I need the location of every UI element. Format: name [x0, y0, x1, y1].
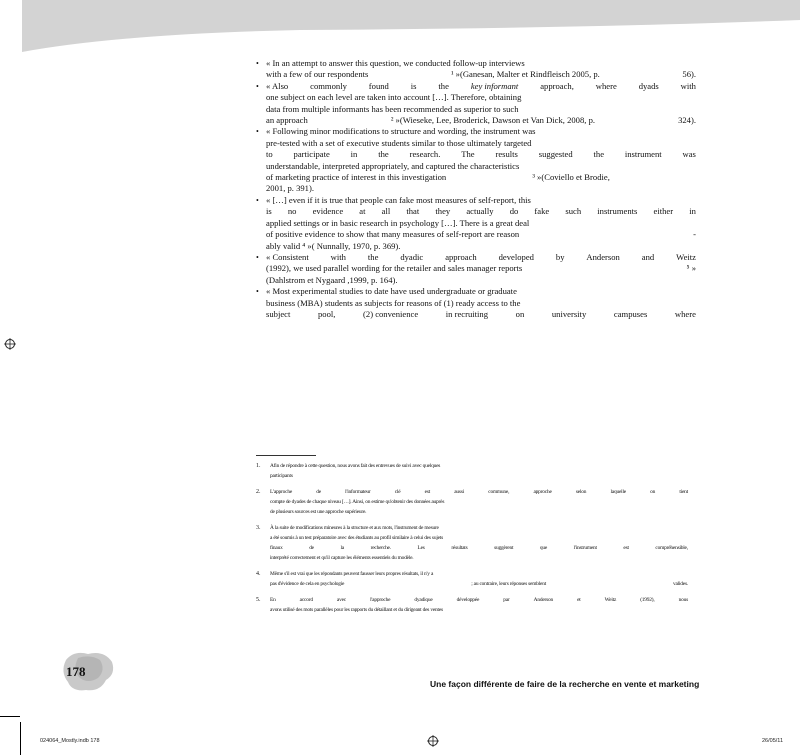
- text-segment: par: [503, 597, 510, 603]
- bullet-icon: •: [256, 252, 259, 262]
- text-segment: university: [551, 308, 587, 319]
- text-segment: nous: [678, 597, 688, 603]
- text-segment: (1992),: [640, 597, 655, 603]
- slug-left: 024064_Mostly.indb 178: [40, 738, 100, 744]
- text-segment: the: [378, 149, 389, 160]
- text-line: [266, 252, 696, 263]
- text-segment: ; au contraire, leurs réponses semblent: [471, 581, 547, 587]
- crop-mark: [0, 716, 20, 717]
- text-segment: 324).: [678, 115, 696, 126]
- text-segment: approach: [445, 251, 477, 262]
- text-segment: one subject on each level are taken into account […]. Therefore, obtaining: [266, 92, 522, 103]
- text-segment: dyadique: [414, 597, 433, 603]
- text-segment: was: [682, 149, 696, 160]
- text-segment: ¹ »(Ganesan, Malter et Rindfleisch 2005, p.: [450, 69, 600, 80]
- text-segment: no: [287, 206, 297, 217]
- text-segment: la: [340, 545, 344, 551]
- text-segment: suggested: [538, 149, 573, 160]
- text-segment: clé: [394, 489, 401, 495]
- text-segment: an approach: [266, 115, 308, 126]
- text-segment: « Most experimental studies to date have used undergraduate or graduate: [266, 286, 517, 297]
- page-number: 178: [66, 664, 86, 679]
- text-line: [270, 487, 688, 497]
- text-segment: with a few of our respondents: [266, 69, 369, 80]
- footnote-item: [256, 523, 688, 563]
- text-segment: 56).: [682, 69, 696, 80]
- text-segment: L'approche: [270, 489, 293, 495]
- text-line: [266, 81, 696, 92]
- text-segment: approche: [533, 489, 552, 495]
- text-segment: « Also: [266, 80, 289, 91]
- text-line: [270, 523, 688, 533]
- text-segment: at: [359, 206, 366, 217]
- bullet-icon: •: [256, 195, 259, 205]
- text-segment: Les: [417, 545, 425, 551]
- text-segment: dyadic: [400, 251, 424, 262]
- registration-mark-icon: [4, 338, 16, 350]
- footnote-rule: [256, 455, 316, 456]
- text-segment: of positive evidence to show that many measures of self-report are reason: [266, 229, 520, 240]
- text-line: [270, 579, 688, 589]
- text-segment: participate: [293, 149, 330, 160]
- text-segment: data from multiple informants has been recommended as superior to such: [266, 103, 519, 114]
- text-segment: selon: [575, 489, 587, 495]
- text-line: [270, 569, 688, 579]
- text-segment: the: [367, 251, 379, 262]
- text-segment: « Following minor modifications to structure and wording, the instrument was: [266, 126, 536, 137]
- text-segment: suggèrent: [494, 545, 514, 551]
- footnotes-list: [256, 461, 688, 621]
- footnote-item: [256, 461, 688, 481]
- text-segment: is: [410, 80, 417, 91]
- text-segment: a été soumis à un test préparatoire avec des étudiants au profil similaire à celui des sujets: [270, 535, 444, 541]
- text-line: [266, 241, 696, 252]
- text-segment: En: [270, 597, 276, 603]
- quote-item: [256, 195, 696, 252]
- text-segment: Afin de répondre à cette question, nous avons fait des entrevues de suivi avec quelques: [270, 463, 441, 469]
- text-segment: to: [266, 149, 273, 160]
- header-band: [0, 0, 800, 56]
- text-segment: avons utilisé des mots parallèles pour les rapports du détaillant et du dirigeant des ventes: [270, 607, 443, 613]
- text-line: [270, 461, 688, 471]
- text-segment: by: [555, 251, 565, 262]
- footnote-item: [256, 569, 688, 589]
- registration-mark-icon: [427, 735, 439, 747]
- text-segment: developed: [498, 251, 534, 262]
- text-line: [270, 553, 688, 563]
- text-segment: on: [515, 308, 525, 319]
- text-line: [266, 263, 696, 274]
- text-segment: ² »(Wieseke, Lee, Broderick, Dawson et Van Dick, 2008, p.: [390, 115, 596, 126]
- text-segment: all: [381, 206, 391, 217]
- text-line: [270, 471, 688, 481]
- text-segment: is: [266, 206, 272, 217]
- text-segment: accord: [299, 597, 313, 603]
- text-segment: 2001, p. 391).: [266, 183, 314, 194]
- text-segment: recherche.: [370, 545, 391, 551]
- text-line: [266, 161, 696, 172]
- text-line: [270, 543, 688, 553]
- text-segment: key informant: [470, 80, 519, 91]
- text-segment: l'informateur: [345, 489, 371, 495]
- text-segment: where: [595, 80, 617, 91]
- text-segment: est: [424, 489, 431, 495]
- text-segment: de: [316, 489, 321, 495]
- text-segment: understandable, interpreted appropriately, and captured the characteristics: [266, 160, 520, 171]
- text-segment: À la suite de modifications mineures à la structure et aux mots, l'instrument de mesure: [270, 525, 439, 531]
- text-line: [270, 507, 688, 517]
- text-segment: ⁵ »: [686, 263, 696, 274]
- text-segment: développée: [456, 597, 480, 603]
- text-line: [266, 229, 696, 240]
- running-title: Une façon différente de faire de la recherche en vente et marketing: [430, 679, 700, 689]
- text-segment: pool,: [317, 308, 336, 319]
- text-line: [266, 206, 696, 217]
- slug-right: 26/05/11: [762, 738, 784, 744]
- quotes-list: [256, 58, 696, 320]
- text-segment: results: [495, 149, 518, 160]
- text-line: [270, 595, 688, 605]
- text-segment: (Dahlstrom et Nygaard ,1999, p. 164).: [266, 274, 398, 285]
- text-segment: Même s'il est vrai que les répondants peuvent fausser leurs propres résultats, il n'y a: [270, 571, 434, 577]
- text-segment: instrument: [624, 149, 662, 160]
- text-line: [266, 172, 696, 183]
- text-segment: fake: [534, 206, 550, 217]
- text-segment: actually: [466, 206, 494, 217]
- footnote-number: 2.: [256, 489, 261, 495]
- text-segment: The: [461, 149, 475, 160]
- text-segment: with: [330, 251, 346, 262]
- text-segment: (2) convenience: [363, 308, 419, 319]
- text-segment: commonly: [310, 80, 347, 91]
- text-segment: campuses: [613, 308, 648, 319]
- text-segment: -: [693, 229, 696, 240]
- text-segment: finaux: [270, 545, 283, 551]
- footnote-item: [256, 595, 688, 615]
- text-segment: pre-tested with a set of executive students similar to those ultimately targeted: [266, 137, 532, 148]
- text-segment: dyads: [638, 80, 659, 91]
- text-line: [266, 69, 696, 80]
- text-line: [266, 92, 696, 103]
- footnote-number: 1.: [256, 463, 261, 469]
- footnote-item: [256, 487, 688, 517]
- crop-mark: [20, 722, 21, 755]
- text-line: [266, 298, 696, 309]
- text-segment: de: [309, 545, 314, 551]
- text-line: [270, 497, 688, 507]
- text-line: [266, 126, 696, 137]
- quote-item: [256, 252, 696, 286]
- text-segment: tient: [679, 489, 688, 495]
- text-segment: applied settings or in basic research in psychology […]. There is a great deal: [266, 217, 530, 228]
- text-segment: pas d'évidence de cela en psychologie: [270, 581, 345, 587]
- text-segment: participants: [270, 473, 293, 479]
- text-segment: either: [653, 206, 674, 217]
- quote-item: [256, 58, 696, 81]
- text-segment: instruments: [597, 206, 638, 217]
- text-line: [266, 309, 696, 320]
- text-line: [266, 218, 696, 229]
- quote-item: [256, 286, 696, 320]
- text-segment: valides.: [672, 581, 688, 587]
- text-line: [266, 58, 696, 69]
- text-segment: they: [435, 206, 451, 217]
- text-line: [266, 195, 696, 206]
- text-segment: Anderson: [586, 251, 620, 262]
- bullet-icon: •: [256, 81, 259, 91]
- footnote-number: 3.: [256, 525, 261, 531]
- text-segment: résultats: [451, 545, 468, 551]
- text-segment: of marketing practice of interest in this investigation: [266, 172, 447, 183]
- text-segment: on: [650, 489, 656, 495]
- text-line: [266, 104, 696, 115]
- text-line: [266, 286, 696, 297]
- text-segment: (1992), we used parallel wording for the retailer and sales manager reports: [266, 263, 523, 274]
- footnote-number: 4.: [256, 571, 261, 577]
- text-segment: in recruiting: [445, 308, 489, 319]
- footnote-number: 5.: [256, 597, 261, 603]
- bullet-icon: •: [256, 59, 259, 68]
- quote-item: [256, 81, 696, 127]
- text-segment: found: [368, 80, 389, 91]
- text-segment: Weitz: [676, 251, 696, 262]
- bullet-icon: •: [256, 127, 259, 137]
- text-segment: the: [438, 80, 449, 91]
- text-line: [270, 533, 688, 543]
- text-segment: compréhensible,: [655, 545, 688, 551]
- text-segment: avec: [336, 597, 346, 603]
- text-segment: with: [680, 80, 696, 91]
- text-segment: interprété correctement et qu'il capture les éléments essentiels du modèle.: [270, 555, 414, 561]
- text-segment: commune,: [488, 489, 510, 495]
- text-segment: approach,: [540, 80, 574, 91]
- bullet-icon: •: [256, 287, 259, 297]
- text-line: [266, 149, 696, 160]
- text-segment: ³ »(Coviello et Brodie,: [532, 172, 610, 183]
- text-segment: ably valid ⁴ »( Nunnally, 1970, p. 369).: [266, 240, 401, 251]
- text-segment: compte de dyades de chaque niveau […]. Ainsi, on estime qu'obtenir des données auprès: [270, 499, 445, 505]
- text-segment: such: [565, 206, 582, 217]
- text-segment: « […] even if it is true that people can fake most measures of self-report, this: [266, 194, 531, 205]
- text-segment: research.: [409, 149, 441, 160]
- text-line: [266, 183, 696, 194]
- text-segment: « Consistent: [266, 251, 309, 262]
- text-segment: est: [623, 545, 629, 551]
- text-segment: aussi: [454, 489, 465, 495]
- text-line: [270, 605, 688, 615]
- text-segment: evidence: [312, 206, 344, 217]
- text-segment: laquelle: [610, 489, 626, 495]
- text-segment: in: [689, 206, 696, 217]
- text-line: [266, 275, 696, 286]
- text-segment: l'instrument: [573, 545, 597, 551]
- text-segment: « In an attempt to answer this question, we conducted follow-up interviews: [266, 58, 525, 68]
- text-segment: Weitz: [604, 597, 617, 603]
- text-segment: que: [539, 545, 548, 551]
- text-segment: in: [350, 149, 358, 160]
- text-segment: where: [674, 308, 696, 319]
- text-segment: et: [577, 597, 581, 603]
- text-line: [266, 138, 696, 149]
- text-segment: de plusieurs sources est une approche supérieure.: [270, 509, 367, 515]
- text-line: [266, 115, 696, 126]
- text-segment: that: [406, 206, 420, 217]
- text-segment: and: [641, 251, 655, 262]
- quote-item: [256, 126, 696, 194]
- text-segment: the: [593, 149, 605, 160]
- text-segment: Anderson: [533, 597, 554, 603]
- text-segment: business (MBA) students as subjects for reasons of (1) ready access to the: [266, 297, 521, 308]
- text-segment: do: [509, 206, 519, 217]
- text-segment: subject: [266, 308, 291, 319]
- text-segment: l'approche: [370, 597, 391, 603]
